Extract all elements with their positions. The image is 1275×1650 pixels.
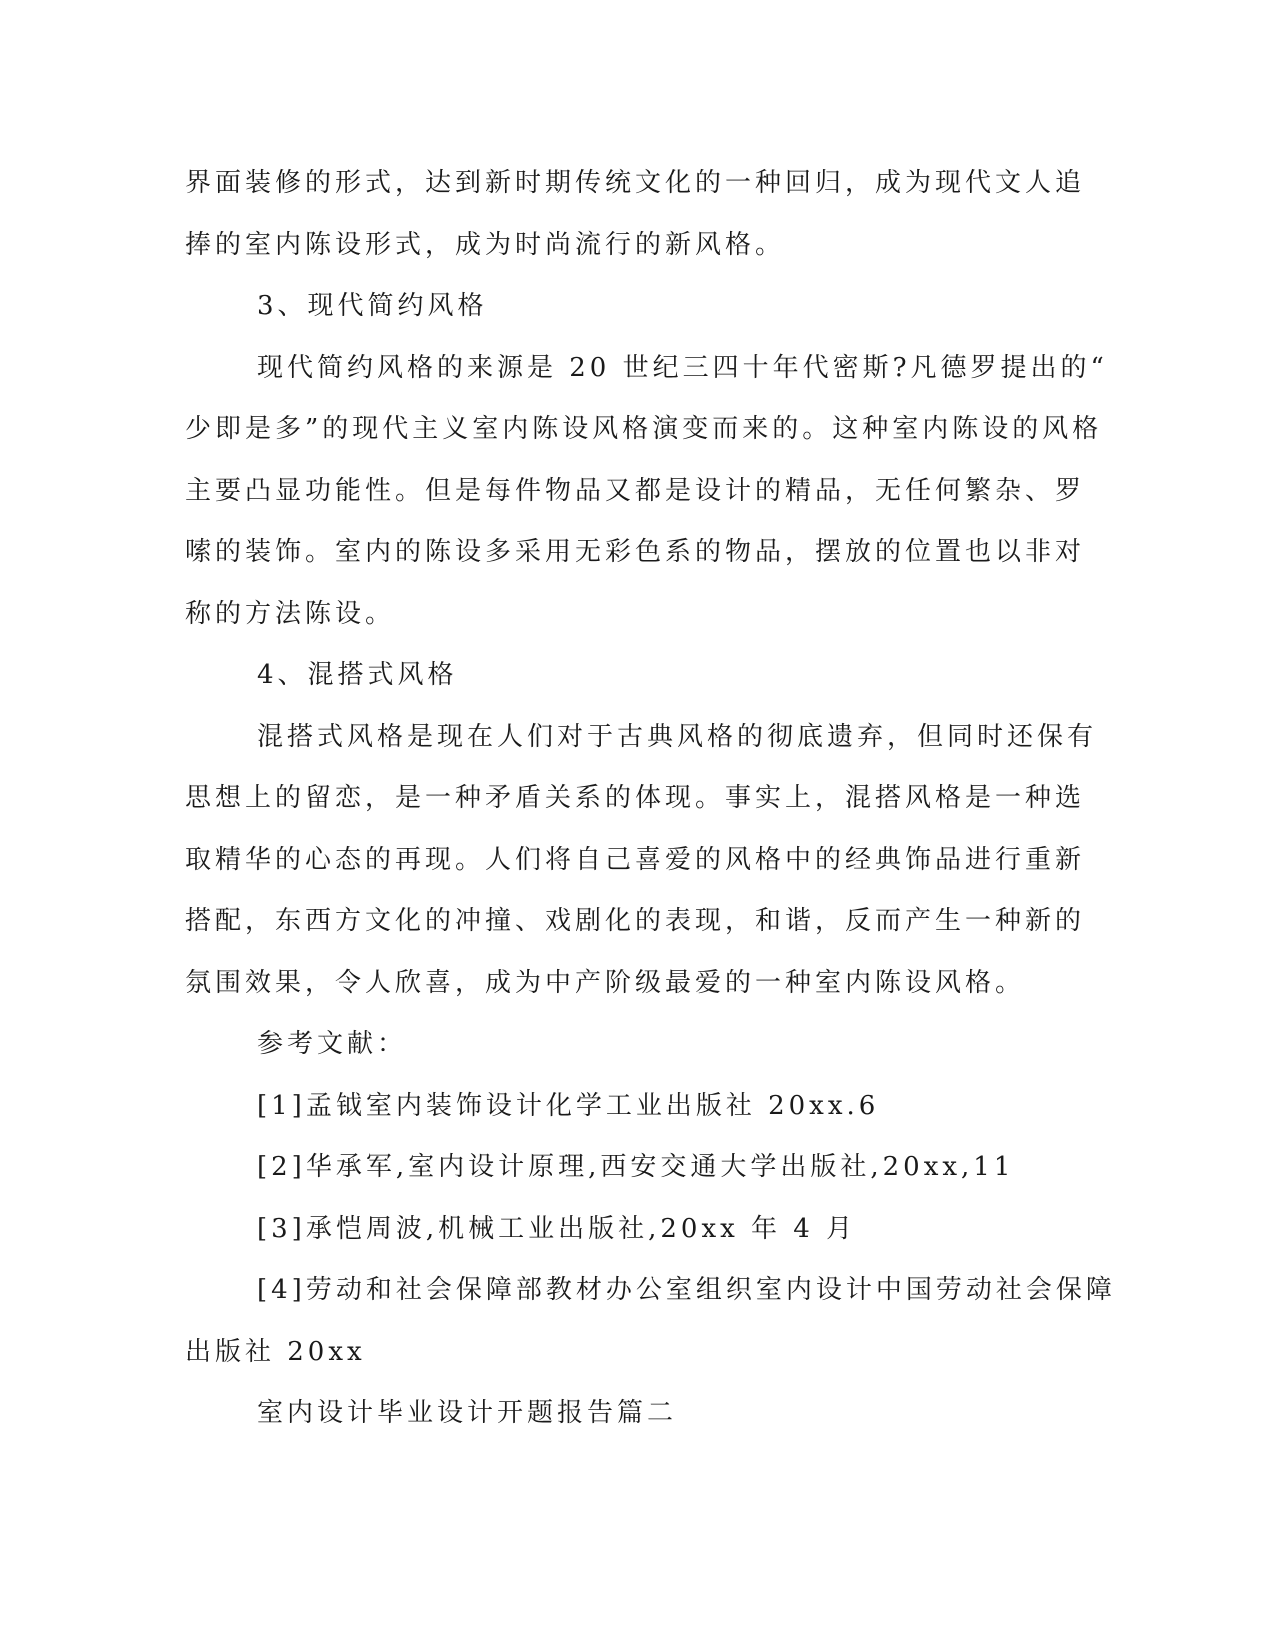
reference-item-continued: 出版社 20xx [185,1336,366,1367]
paragraph-line: 称的方法陈设。 [185,598,396,629]
reference-item: [2]华承军,室内设计原理,西安交通大学出版社,20xx,11 [257,1152,1015,1182]
reference-item: [1]孟钺室内装饰设计化学工业出版社 20xx.6 [257,1090,880,1121]
paragraph-line: 取精华的心态的再现。人们将自己喜爱的风格中的经典饰品进行重新 [185,844,1086,875]
document-body [185,153,1116,1445]
paragraph-line: 界面装修的形式，达到新时期传统文化的一种回归，成为现代文人追 [185,168,1086,198]
paragraph-line: 思想上的留恋，是一种矛盾关系的体现。事实上，混搭风格是一种选 [185,783,1086,813]
section-heading: 3、现代简约风格 [257,291,488,321]
paragraph-line: 捧的室内陈设形式，成为时尚流行的新风格。 [185,229,786,260]
paragraph-line: 少即是多”的现代主义室内陈设风格演变而来的。这种室内陈设的风格 [185,414,1103,444]
reference-item: [3]承恺周波,机械工业出版社,20xx 年 4 月 [257,1213,857,1244]
references-heading: 参考文献： [257,1029,408,1059]
paragraph-line: 混搭式风格是现在人们对于古典风格的彻底遗弃，但同时还保有 [257,721,1098,752]
paragraph-line: 搭配，东西方文化的冲撞、戏剧化的表现，和谐，反而产生一种新的 [185,906,1086,936]
section-heading: 4、混搭式风格 [257,660,458,690]
paragraph-line: 嗦的装饰。室内的陈设多采用无彩色系的物品，摆放的位置也以非对 [185,537,1086,567]
paragraph-line: 氛围效果，令人欣喜，成为中产阶级最爱的一种室内陈设风格。 [185,967,1026,998]
paragraph-line: 现代简约风格的来源是 20 世纪三四十年代密斯?凡德罗提出的“ [257,352,1108,383]
paragraph-line: 主要凸显功能性。但是每件物品又都是设计的精品，无任何繁杂、罗 [185,475,1086,506]
reference-item: [4]劳动和社会保障部教材办公室组织室内设计中国劳动社会保障 [257,1275,1116,1305]
next-section-title: 室内设计毕业设计开题报告篇二 [257,1398,678,1428]
